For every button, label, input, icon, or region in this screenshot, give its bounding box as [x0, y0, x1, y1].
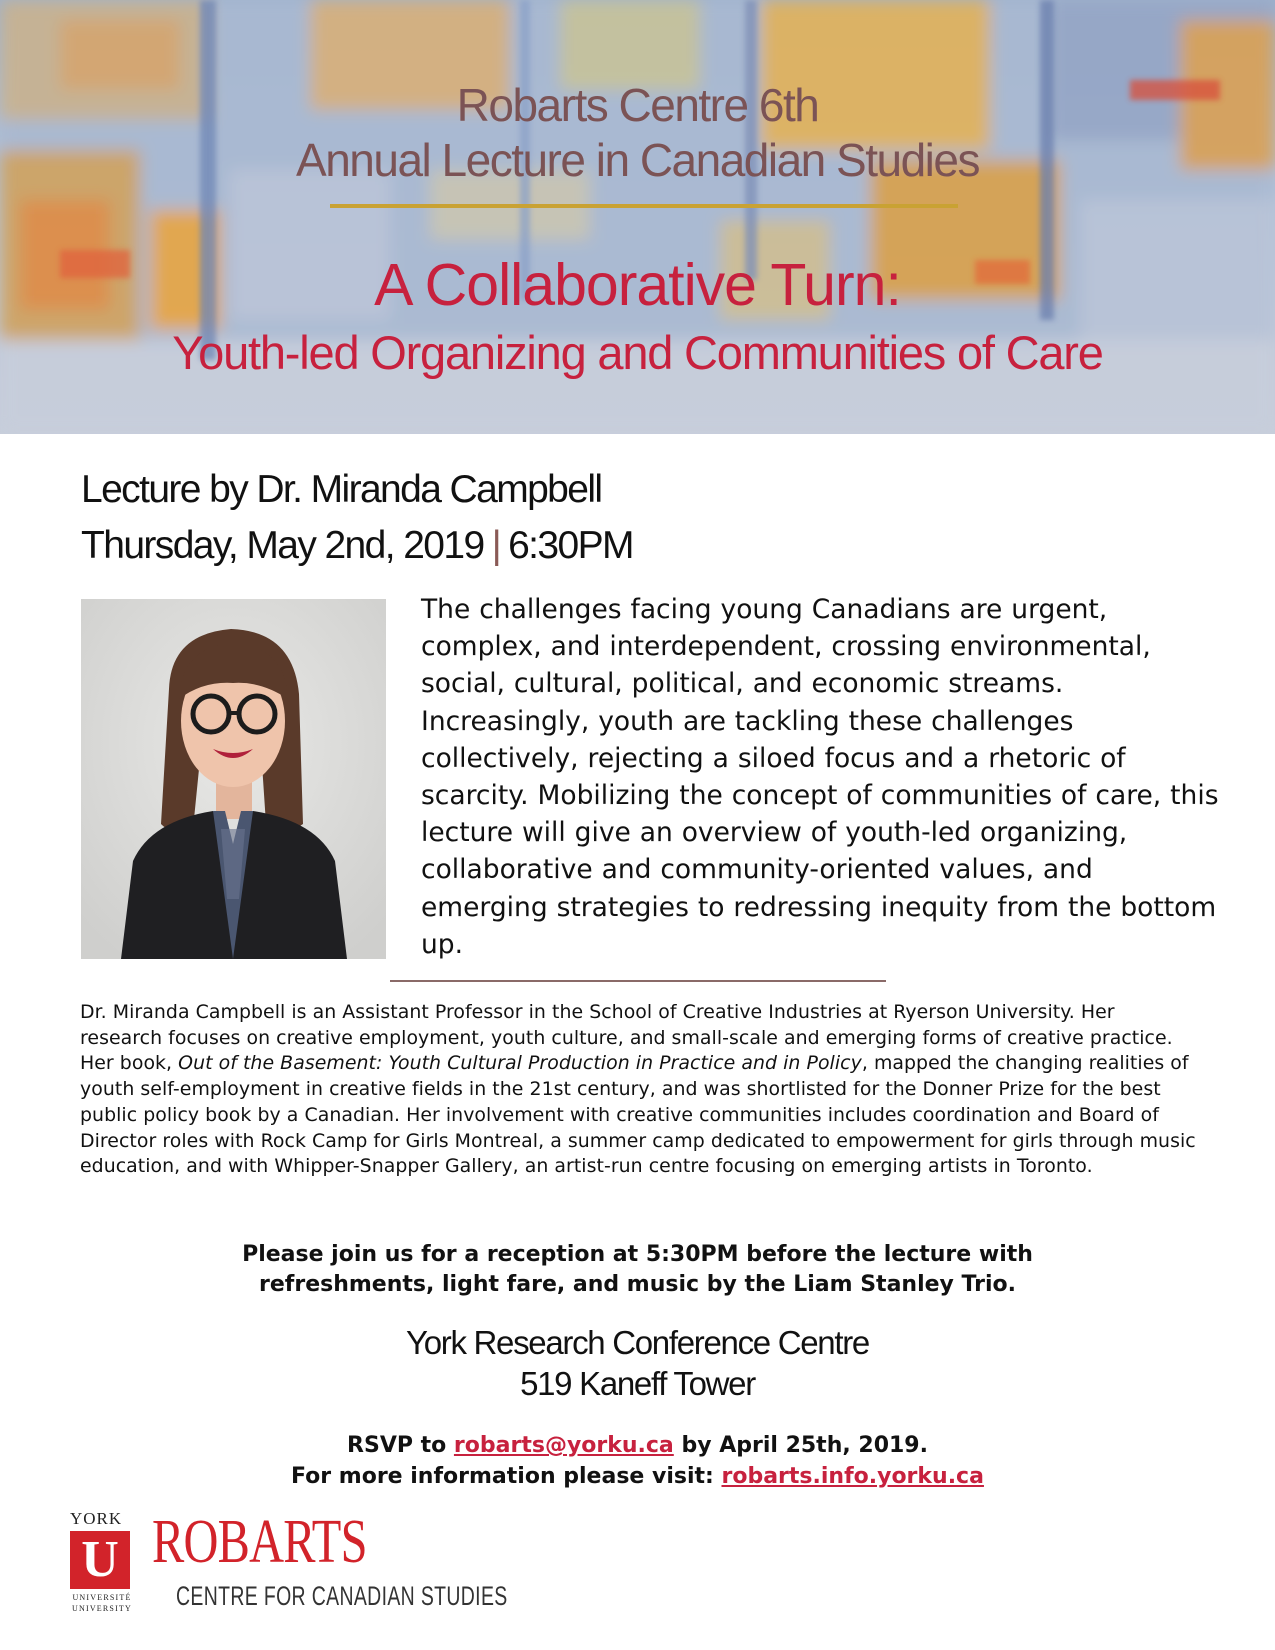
bio-text-part2: , mapped the changing realities of youth self-employment in creative fields in the 21st century, and was shortlisted for the Donner Prize for the best public policy book by a Canadian. Her involvement with creative communities includes coordination and Board of Director roles with Rock Camp for Girls Montreal, a summer camp dedicated to empowerment for girls through music education, and with Whipper-Snapper Gallery, an artist-run centre focusing on emerging artists in Toronto. [80, 1052, 1196, 1178]
venue-room: 519 Kaneff Tower [520, 1365, 755, 1402]
gold-divider [330, 204, 958, 208]
website-link[interactable]: robarts.info.yorku.ca [721, 1464, 984, 1489]
series-title-line2: Annual Lecture in Canadian Studies [296, 134, 979, 186]
lecturer-heading: Lecture by Dr. Miranda Campbell [81, 468, 602, 511]
date-time-heading [81, 524, 633, 568]
date-time-separator: | [491, 524, 501, 567]
university-label: UNIVERSITY [72, 1604, 132, 1613]
talk-title: A Collaborative Turn: [374, 252, 901, 318]
universite-label: UNIVERSITÉ [72, 1593, 132, 1602]
venue [0, 1322, 1275, 1404]
lecture-abstract: The challenges facing young Canadians are urgent, complex, and interdependent, crossing environmental, social, cultural, political, and economic streams. Increasingly, youth are tackling these challenges collectively, rejecting a siloed focus and a rhetoric of scarcity. Mobilizing the concept of communities of care, this lecture will give an overview of youth-led organizing, collaborative and community-oriented values, and emerging strategies to redressing inequity from the bottom up. [421, 594, 1219, 960]
book-title: Out of the Basement: Youth Cultural Production in Practice and in Policy [178, 1052, 862, 1075]
robarts-york-logo [64, 1505, 508, 1635]
event-date: Thursday, May 2nd, 2019 [81, 524, 484, 567]
talk-subtitle: Youth-led Organizing and Communities of Care [172, 326, 1103, 379]
section-divider [390, 980, 886, 982]
reception-note [0, 1240, 1275, 1300]
speaker-portrait [81, 599, 386, 959]
series-title-line1: Robarts Centre 6th [456, 79, 819, 131]
rsvp-email-link[interactable]: robarts@yorku.ca [453, 1433, 674, 1458]
centre-wordmark: CENTRE FOR CANADIAN STUDIES [176, 1581, 508, 1611]
reception-line2: refreshments, light fare, and music by the Liam Stanley Trio. [259, 1272, 1016, 1297]
rsvp-deadline: by April 25th, 2019. [673, 1433, 928, 1458]
robarts-wordmark: ROBARTS [152, 1508, 367, 1576]
bio-text-part1: Dr. Miranda Campbell is an Assistant Professor in the School of Creative Industries at Ryerson University. Her research focuses on creative employment, youth culture, and small-scale and emerging forms of creative practice. Her book, [80, 1001, 1173, 1075]
york-u-letter: U [81, 1531, 119, 1588]
series-title [0, 78, 1275, 188]
reception-line1: Please join us for a reception at 5:30PM before the lecture with [242, 1242, 1033, 1267]
info-prefix: For more information please visit: [291, 1464, 722, 1489]
event-time: 6:30PM [508, 524, 633, 567]
york-wordmark: YORK [70, 1509, 123, 1528]
venue-name: York Research Conference Centre [406, 1324, 869, 1361]
rsvp-info [0, 1430, 1275, 1492]
rsvp-prefix: RSVP to [347, 1433, 454, 1458]
speaker-bio [80, 1000, 1200, 1180]
banner [0, 0, 1275, 434]
